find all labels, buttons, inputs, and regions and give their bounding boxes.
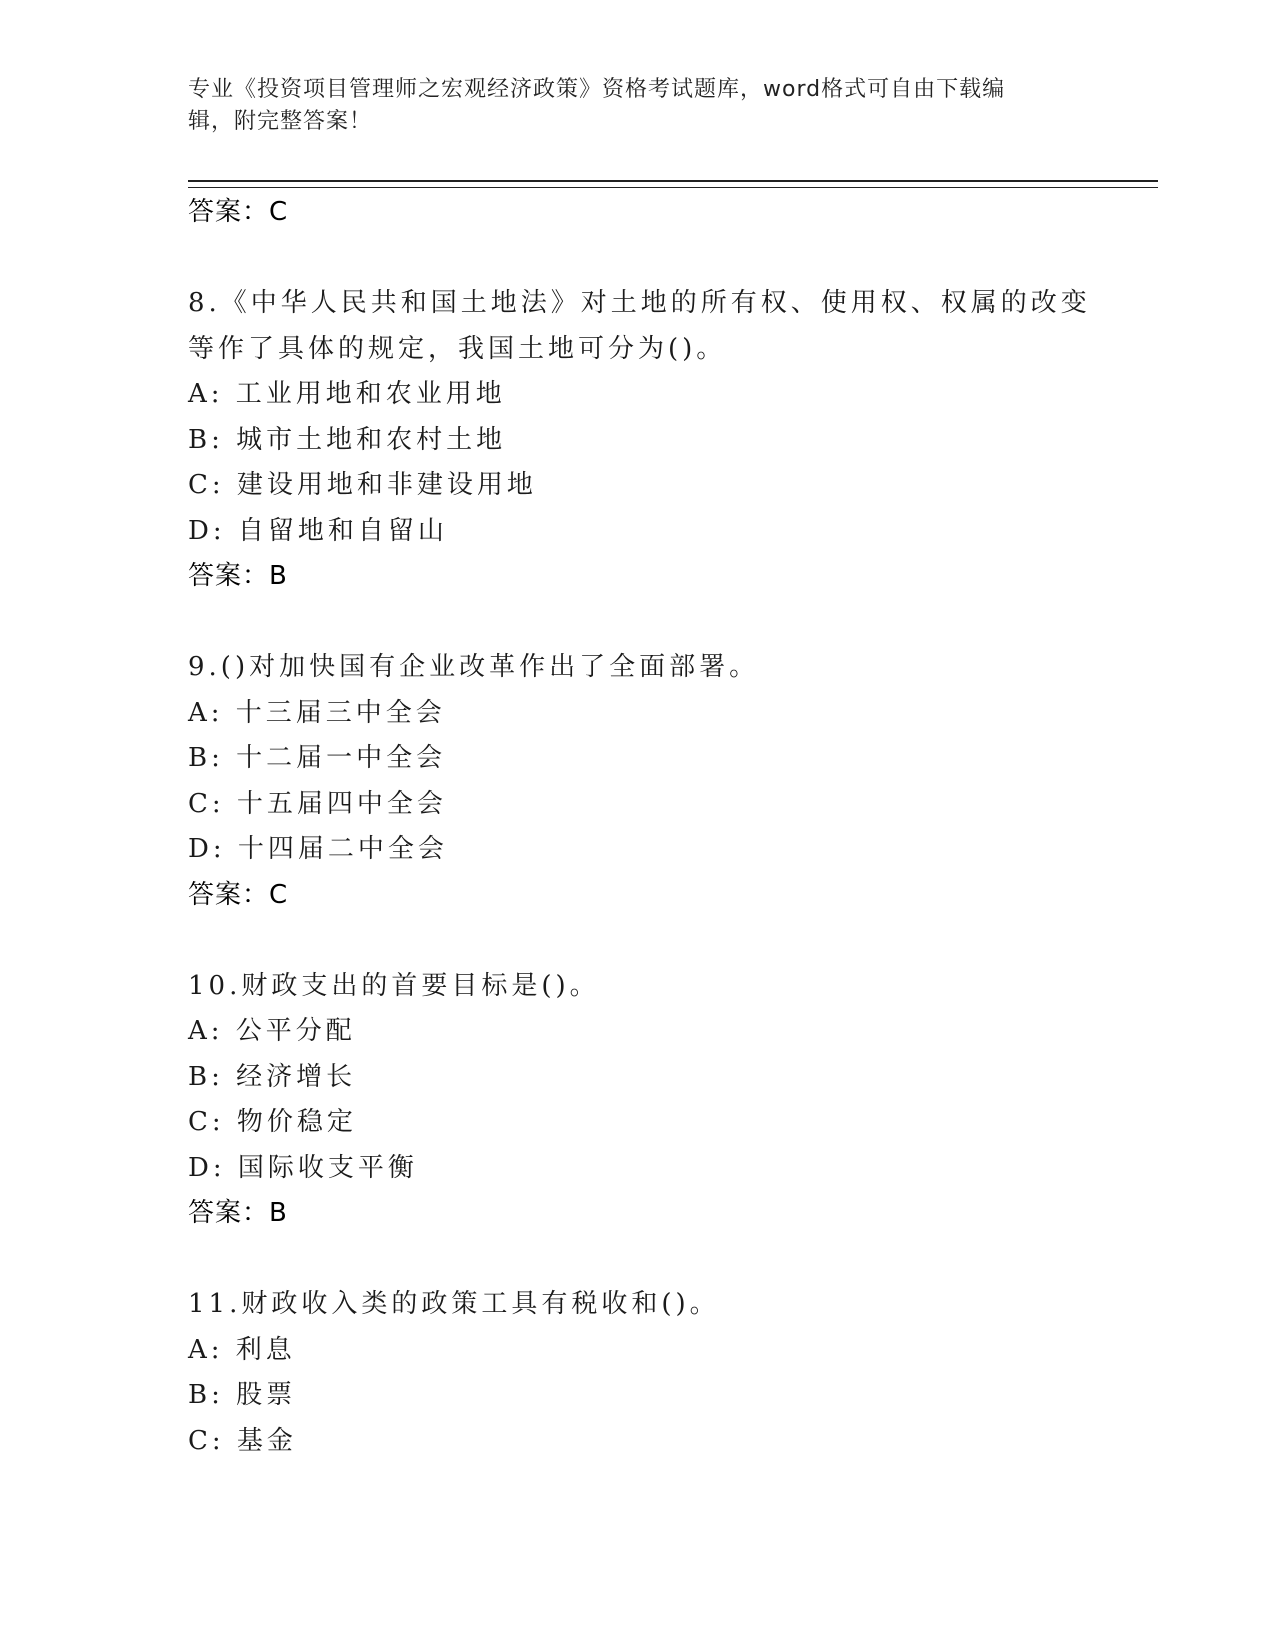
option-c: C: 建设用地和非建设用地 [188, 470, 537, 500]
option-b: B: 经济增长 [188, 1061, 357, 1092]
answer-line: 答案：C [188, 879, 289, 910]
answer-line: 答案：B [188, 561, 288, 591]
option-d: D: 十四届二中全会 [188, 834, 448, 864]
option-b: B: 城市土地和农村土地 [188, 424, 507, 455]
option-b: B: 十二届一中全会 [188, 743, 447, 773]
question-list [188, 190, 1091, 1464]
header-line-2: 辑，附完整答案！ [188, 109, 373, 134]
answer-line: 答案：C [188, 197, 289, 227]
option-c: C: 十五届四中全会 [188, 788, 447, 819]
question-item [188, 964, 1088, 1237]
option-c: C: 基金 [188, 1425, 297, 1456]
spacer [188, 600, 1088, 646]
option-a: A: 公平分配 [188, 1016, 356, 1046]
document-header [188, 74, 1088, 138]
spacer [188, 918, 1088, 964]
option-d: D: 自留地和自留山 [188, 515, 448, 546]
header-divider [188, 180, 1158, 188]
question-stem: 等作了具体的规定，我国土地可分为()。 [188, 333, 727, 364]
option-a: A: 工业用地和农业用地 [188, 379, 506, 409]
option-b: B: 股票 [188, 1380, 297, 1410]
question-item [188, 281, 1091, 600]
header-line-1: 专业《投资项目管理师之宏观经济政策》资格考试题库，word格式可自由下载编 [188, 77, 1006, 102]
spacer [188, 236, 1088, 282]
spacer [188, 1237, 1088, 1283]
option-a: A: 利息 [188, 1334, 296, 1365]
question-stem: 9.()对加快国有企业改革作出了全面部署。 [188, 652, 760, 682]
question-item [188, 1282, 1088, 1464]
option-c: C: 物价稳定 [188, 1107, 357, 1137]
question-stem: 11.财政收入类的政策工具有税收和()。 [188, 1289, 720, 1319]
option-d: D: 国际收支平衡 [188, 1152, 418, 1183]
answer-line: 答案：B [188, 1198, 288, 1228]
option-a: A: 十三届三中全会 [188, 697, 446, 728]
question-stem: 10.财政支出的首要目标是()。 [188, 970, 600, 1001]
question-stem: 8.《中华人民共和国土地法》对土地的所有权、使用权、权属的改变 [188, 288, 1091, 318]
question-item [188, 645, 1088, 918]
